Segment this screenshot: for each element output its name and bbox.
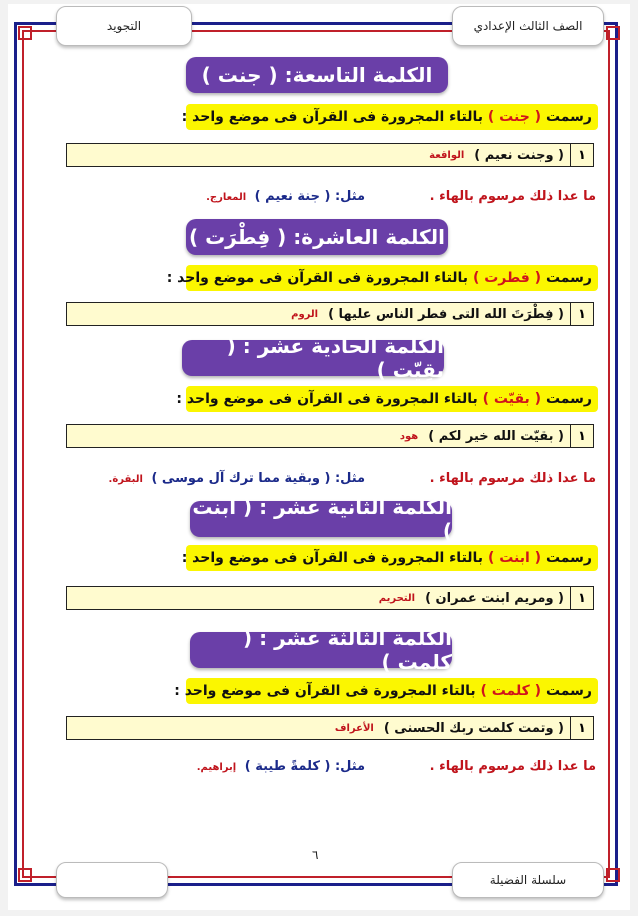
section-title: الكلمة الحادية عشر : ( بقِيّت ) <box>182 340 444 376</box>
exception-line <box>206 189 596 204</box>
section-title: الكلمة الثانية عشر : ( ابنت ) <box>190 501 452 537</box>
verse-text: ( وجنت نعيم ) <box>474 147 564 163</box>
rule-prefix: رسمت <box>545 550 592 566</box>
rule-word: ( جنت ) <box>487 109 542 125</box>
corner-ornament <box>18 26 32 40</box>
verse-number: ١ <box>570 303 593 325</box>
verse-text: ( ومريم ابنت عمران ) <box>425 590 564 606</box>
rule-word: ( بقيّت ) <box>482 391 542 407</box>
section-title: الكلمة الثالثة عشر : ( كلمت ) <box>190 632 452 668</box>
verse-box <box>66 716 594 740</box>
example-surah: إبراهيم. <box>196 762 237 773</box>
exception-text: ما عدا ذلك مرسوم بالهاء . <box>429 471 596 486</box>
rule-line <box>176 386 598 412</box>
surah-name: التحريم <box>378 592 416 604</box>
exception-text: ما عدا ذلك مرسوم بالهاء . <box>429 189 596 204</box>
verse-box <box>66 302 594 326</box>
rule-suffix: بالتاء المجرورة فى القرآن فى موضع واحد : <box>181 109 484 125</box>
verse-box <box>66 424 594 448</box>
exception-text: ما عدا ذلك مرسوم بالهاء . <box>429 759 596 774</box>
page-number: ٦ <box>312 848 319 862</box>
example-text: مثل: ( وبقية مما ترك آل موسى ) <box>151 471 366 486</box>
header-grade-label: الصف الثالث الإعدادي <box>452 6 604 46</box>
verse-number: ١ <box>570 144 593 166</box>
example-text: مثل: ( كلمةً طيبة ) <box>244 759 366 774</box>
verse-box <box>66 586 594 610</box>
rule-suffix: بالتاء المجرورة فى القرآن فى موضع واحد : <box>181 550 484 566</box>
rule-prefix: رسمت <box>545 683 592 699</box>
exception-line <box>197 759 596 774</box>
surah-name: الروم <box>291 308 319 320</box>
surah-name: الأعراف <box>334 722 374 734</box>
verse-text: ( فِطْرَتَ الله التى فطر الناس عليها ) <box>328 306 564 322</box>
surah-name: هود <box>399 430 419 442</box>
verse-number: ١ <box>570 425 593 447</box>
rule-prefix: رسمت <box>545 270 592 286</box>
corner-ornament <box>18 868 32 882</box>
verse-text: ( وتمت كلمت ربك الحسنى ) <box>383 720 564 736</box>
rule-suffix: بالتاء المجرورة فى القرآن فى موضع واحد : <box>176 391 478 407</box>
rule-suffix: بالتاء المجرورة فى القرآن فى موضع واحد : <box>174 683 476 699</box>
rule-line <box>174 678 598 704</box>
rule-prefix: رسمت <box>545 109 592 125</box>
example-surah: المعارج. <box>206 192 247 203</box>
rule-word: ( كلمت ) <box>480 683 542 699</box>
rule-prefix: رسمت <box>545 391 592 407</box>
rule-line <box>166 265 598 291</box>
footer-blank-tab <box>56 862 168 898</box>
rule-suffix: بالتاء المجرورة فى القرآن فى موضع واحد : <box>166 270 469 286</box>
example-surah: البقرة. <box>108 474 143 485</box>
example-text: مثل: ( جنة نعيم ) <box>254 189 366 204</box>
verse-box <box>66 143 594 167</box>
section-title: الكلمة التاسعة: ( جنت ) <box>186 57 448 93</box>
surah-name: الواقعة <box>429 149 465 161</box>
corner-ornament <box>606 868 620 882</box>
verse-number: ١ <box>570 587 593 609</box>
rule-word: ( ابنت ) <box>487 550 542 566</box>
footer-series-label: سلسلة الفضيلة <box>452 862 604 898</box>
verse-text: ( بقيّت الله خير لكم ) <box>428 428 564 444</box>
exception-line <box>109 471 596 486</box>
section-title: الكلمة العاشرة: ( فِطْرَت ) <box>186 219 448 255</box>
rule-word: ( فطرت ) <box>472 270 542 286</box>
rule-line <box>181 104 598 130</box>
corner-ornament <box>606 26 620 40</box>
verse-number: ١ <box>570 717 593 739</box>
rule-line <box>181 545 598 571</box>
header-subject-label: التجويد <box>56 6 192 46</box>
